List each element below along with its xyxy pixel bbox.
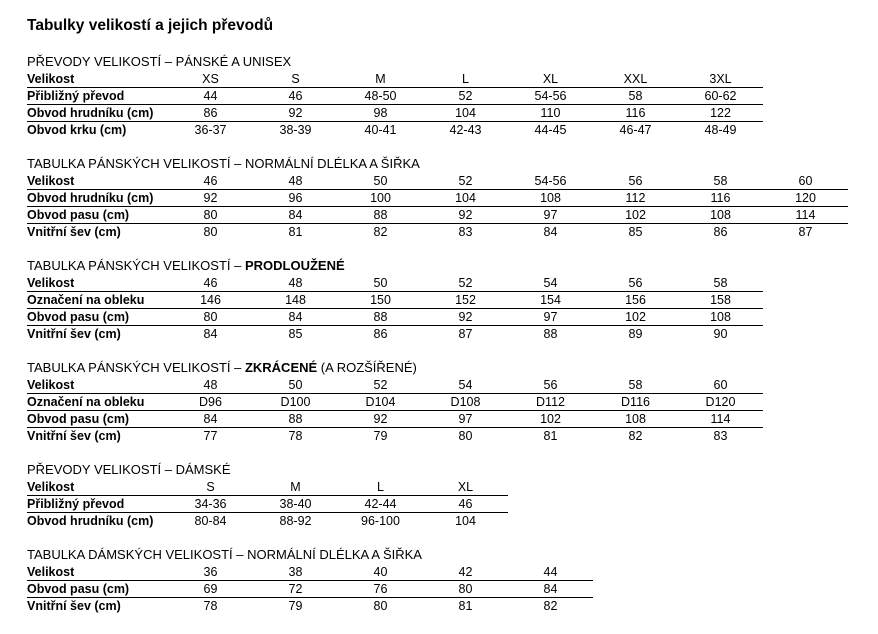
table-cell: 80 — [373, 599, 388, 613]
table-cell: XXL — [593, 71, 678, 88]
table-cell: 48-49 — [704, 123, 737, 137]
table-cell: 104 — [455, 514, 476, 528]
table-cell: 46-47 — [619, 123, 652, 137]
table-row — [27, 207, 848, 224]
table-cell: D96 — [168, 394, 253, 411]
table-cell: 116 — [678, 190, 763, 207]
table-cell: 88 — [253, 411, 338, 428]
table-cell: 81 — [458, 599, 473, 613]
row-label: Obvod hrudníku (cm) — [27, 105, 168, 122]
row-label: Obvod pasu (cm) — [27, 309, 168, 326]
row-label: Označení na obleku — [27, 292, 168, 309]
row-label: Obvod pasu (cm) — [27, 581, 168, 598]
row-label: Velikost — [27, 377, 168, 394]
table-cell: 80-84 — [194, 514, 227, 528]
row-label: Obvod krku (cm) — [27, 123, 127, 137]
table-cell: 86 — [373, 327, 388, 341]
row-label: Obvod hrudníku (cm) — [27, 514, 154, 528]
table-row — [27, 564, 593, 581]
table-cell: 81 — [543, 429, 558, 443]
table-cell: 79 — [288, 599, 303, 613]
table-cell: 88 — [338, 207, 423, 224]
section-title-text: TABULKA DÁMSKÝCH VELIKOSTÍ – NORMÁLNÍ DLÉLKA A ŠIŘKA — [27, 547, 422, 562]
table-cell: D120 — [678, 394, 763, 411]
table-cell: 122 — [678, 105, 763, 122]
table-cell: 104 — [423, 190, 508, 207]
table-cell: 54 — [423, 377, 508, 394]
size-section — [27, 156, 848, 240]
row-label: Velikost — [27, 275, 168, 292]
row-label: Vnitřní šev (cm) — [27, 225, 121, 239]
table-row — [27, 71, 763, 88]
table-row — [27, 275, 763, 292]
table-cell: D112 — [508, 394, 593, 411]
table-cell: 56 — [508, 377, 593, 394]
table-row — [27, 496, 508, 513]
size-section — [27, 258, 763, 342]
table-cell: XL — [423, 479, 508, 496]
table-row — [27, 224, 848, 241]
table-cell: D100 — [253, 394, 338, 411]
table-row — [27, 190, 848, 207]
table-cell: 96 — [253, 190, 338, 207]
table-cell: 52 — [423, 88, 508, 105]
table-row — [27, 377, 763, 394]
table-cell: 97 — [423, 411, 508, 428]
row-label: Obvod pasu (cm) — [27, 207, 168, 224]
table-cell: 69 — [168, 581, 253, 598]
row-label: Vnitřní šev (cm) — [27, 599, 121, 613]
table-cell: 42 — [423, 564, 508, 581]
table-cell: L — [423, 71, 508, 88]
row-label: Přibližný převod — [27, 88, 168, 105]
section-title — [27, 54, 763, 70]
section-title-text: PŘEVODY VELIKOSTÍ – PÁNSKÉ A UNISEX — [27, 54, 292, 69]
table-cell: 60 — [763, 173, 848, 190]
table-cell: 42-44 — [338, 496, 423, 513]
section-title — [27, 462, 508, 478]
row-label: Velikost — [27, 173, 168, 190]
table-cell: 44 — [508, 564, 593, 581]
row-label: Přibližný převod — [27, 496, 168, 513]
table-cell: 72 — [253, 581, 338, 598]
table-cell: 84 — [168, 411, 253, 428]
size-section — [27, 547, 593, 614]
table-cell: 84 — [203, 327, 218, 341]
table-row — [27, 479, 508, 496]
table-cell: 88 — [338, 309, 423, 326]
table-cell: 50 — [253, 377, 338, 394]
table-cell: D104 — [338, 394, 423, 411]
table-cell: 38 — [253, 564, 338, 581]
table-cell: L — [338, 479, 423, 496]
table-cell: 85 — [288, 327, 303, 341]
row-label: Obvod pasu (cm) — [27, 411, 168, 428]
table-cell: 88 — [543, 327, 558, 341]
table-cell: 40-41 — [364, 123, 397, 137]
table-cell: 92 — [168, 190, 253, 207]
table-cell: 48-50 — [338, 88, 423, 105]
row-label: Obvod hrudníku (cm) — [27, 190, 168, 207]
table-cell: 102 — [508, 411, 593, 428]
table-cell: 89 — [628, 327, 643, 341]
table-cell: 44 — [168, 88, 253, 105]
section-title-text: TABULKA PÁNSKÝCH VELIKOSTÍ – NORMÁLNÍ DLÉLKA A ŠIŘKA — [27, 156, 420, 171]
table-row — [27, 598, 593, 615]
table-cell: 82 — [373, 225, 388, 239]
size-table — [27, 173, 848, 240]
table-row — [27, 309, 763, 326]
table-cell: 83 — [458, 225, 473, 239]
table-cell: 114 — [678, 411, 763, 428]
table-row — [27, 326, 763, 343]
table-cell: S — [253, 71, 338, 88]
table-cell: 60 — [678, 377, 763, 394]
table-cell: 84 — [543, 225, 558, 239]
table-cell: 42-43 — [449, 123, 482, 137]
table-cell: 50 — [338, 173, 423, 190]
table-cell: 36 — [168, 564, 253, 581]
table-row — [27, 292, 763, 309]
table-cell: D108 — [423, 394, 508, 411]
table-cell: 90 — [713, 327, 728, 341]
section-title-text: TABULKA PÁNSKÝCH VELIKOSTÍ – — [27, 360, 245, 375]
table-cell: 46 — [168, 275, 253, 292]
table-cell: 104 — [423, 105, 508, 122]
table-cell: 98 — [338, 105, 423, 122]
table-row — [27, 88, 763, 105]
table-cell: 156 — [593, 292, 678, 309]
section-title-suffix: (A ROZŠÍŘENÉ) — [317, 360, 417, 375]
table-cell: 92 — [253, 105, 338, 122]
table-cell: 48 — [168, 377, 253, 394]
table-cell: 97 — [508, 207, 593, 224]
row-label: Označení na obleku — [27, 394, 168, 411]
size-section — [27, 360, 763, 444]
table-cell: 40 — [338, 564, 423, 581]
table-cell: 146 — [168, 292, 253, 309]
table-cell: 100 — [338, 190, 423, 207]
table-cell: D116 — [593, 394, 678, 411]
table-cell: 108 — [508, 190, 593, 207]
row-label: Vnitřní šev (cm) — [27, 327, 121, 341]
table-cell: 87 — [458, 327, 473, 341]
size-table — [27, 377, 763, 444]
table-cell: 36-37 — [194, 123, 227, 137]
section-title — [27, 547, 593, 563]
table-row — [27, 105, 763, 122]
row-label: Velikost — [27, 71, 168, 88]
section-title — [27, 258, 763, 274]
section-title — [27, 360, 763, 376]
table-row — [27, 513, 508, 530]
table-cell: 158 — [678, 292, 763, 309]
table-cell: 154 — [508, 292, 593, 309]
section-title-emphasis: PRODLOUŽENÉ — [244, 258, 345, 273]
table-cell: 34-36 — [168, 496, 253, 513]
table-cell: 86 — [713, 225, 728, 239]
table-cell: 80 — [458, 429, 473, 443]
table-cell: 97 — [508, 309, 593, 326]
section-title-text: TABULKA PÁNSKÝCH VELIKOSTÍ – — [27, 258, 245, 273]
table-cell: 120 — [763, 190, 848, 207]
table-cell: 52 — [423, 275, 508, 292]
table-cell: 76 — [338, 581, 423, 598]
table-cell: S — [168, 479, 253, 496]
table-cell: 38-40 — [253, 496, 338, 513]
table-cell: 80 — [203, 225, 218, 239]
table-cell: 85 — [628, 225, 643, 239]
table-cell: 116 — [593, 105, 678, 122]
page-title: Tabulky velikostí a jejich převodů — [27, 17, 274, 34]
table-cell: 56 — [593, 275, 678, 292]
size-table — [27, 564, 593, 614]
size-table — [27, 275, 763, 342]
table-cell: 82 — [543, 599, 558, 613]
row-label: Vnitřní šev (cm) — [27, 429, 121, 443]
table-cell: 48 — [253, 275, 338, 292]
table-cell: 56 — [593, 173, 678, 190]
table-row — [27, 411, 763, 428]
table-cell: 3XL — [678, 71, 763, 88]
table-cell: 108 — [678, 207, 763, 224]
table-cell: 82 — [628, 429, 643, 443]
table-cell: 92 — [423, 207, 508, 224]
table-cell: 150 — [338, 292, 423, 309]
table-cell: XL — [508, 71, 593, 88]
table-cell: 48 — [253, 173, 338, 190]
table-cell: 58 — [593, 377, 678, 394]
table-cell: 108 — [678, 309, 763, 326]
table-cell: 54-56 — [508, 173, 593, 190]
table-cell: 96-100 — [361, 514, 400, 528]
table-row — [27, 173, 848, 190]
table-cell: 102 — [593, 309, 678, 326]
table-cell: 92 — [338, 411, 423, 428]
section-title-text: PŘEVODY VELIKOSTÍ – DÁMSKÉ — [27, 462, 231, 477]
table-cell: 110 — [508, 105, 593, 122]
table-cell: 88-92 — [279, 514, 312, 528]
table-cell: 86 — [168, 105, 253, 122]
table-cell: 108 — [593, 411, 678, 428]
table-cell: XS — [168, 71, 253, 88]
table-cell: 38-39 — [279, 123, 312, 137]
table-cell: M — [253, 479, 338, 496]
section-title-emphasis: ZKRÁCENÉ — [244, 360, 318, 375]
table-cell: 80 — [168, 309, 253, 326]
table-cell: 52 — [338, 377, 423, 394]
table-cell: 112 — [593, 190, 678, 207]
table-cell: 152 — [423, 292, 508, 309]
section-title — [27, 156, 848, 172]
table-cell: 78 — [203, 599, 218, 613]
table-cell: 52 — [423, 173, 508, 190]
table-cell: 79 — [373, 429, 388, 443]
table-cell: 81 — [288, 225, 303, 239]
row-label: Velikost — [27, 564, 168, 581]
table-row — [27, 122, 763, 139]
size-section — [27, 462, 508, 529]
table-cell: 58 — [678, 173, 763, 190]
size-table — [27, 479, 508, 529]
table-cell: 58 — [593, 88, 678, 105]
table-cell: 80 — [168, 207, 253, 224]
table-cell: 46 — [253, 88, 338, 105]
table-cell: 60-62 — [678, 88, 763, 105]
table-cell: 77 — [203, 429, 218, 443]
table-cell: 54-56 — [508, 88, 593, 105]
table-cell: 84 — [253, 309, 338, 326]
table-cell: 114 — [763, 207, 848, 224]
table-cell: 92 — [423, 309, 508, 326]
table-cell: 84 — [253, 207, 338, 224]
table-cell: 58 — [678, 275, 763, 292]
table-row — [27, 394, 763, 411]
table-cell: 148 — [253, 292, 338, 309]
table-cell: 44-45 — [534, 123, 567, 137]
table-cell: 54 — [508, 275, 593, 292]
table-cell: M — [338, 71, 423, 88]
size-table — [27, 71, 763, 138]
row-label: Velikost — [27, 479, 168, 496]
table-cell: 78 — [288, 429, 303, 443]
table-row — [27, 428, 763, 445]
size-section — [27, 54, 763, 138]
table-cell: 87 — [798, 225, 813, 239]
table-cell: 46 — [423, 496, 508, 513]
table-cell: 46 — [168, 173, 253, 190]
table-row — [27, 581, 593, 598]
table-cell: 84 — [508, 581, 593, 598]
table-cell: 80 — [423, 581, 508, 598]
table-cell: 50 — [338, 275, 423, 292]
table-cell: 102 — [593, 207, 678, 224]
table-cell: 83 — [713, 429, 728, 443]
